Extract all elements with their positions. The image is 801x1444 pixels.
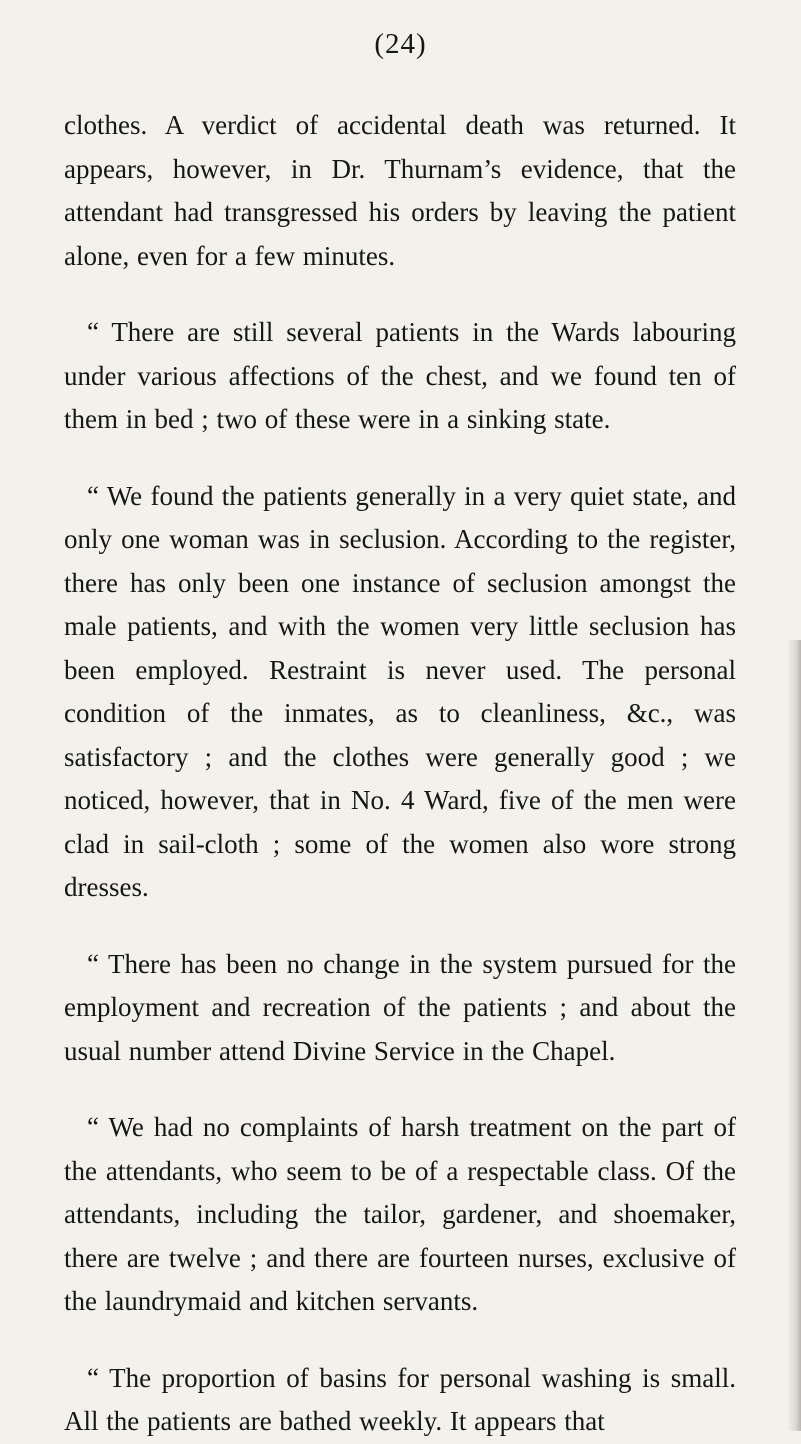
paragraph-3: “ We found the patients generally in a very quiet state, and only one woman was in seclusion. According to the register, there has only been one instance of seclusion amongst the male patients, and with the women very little seclusion has been employed. Restraint is never used. The personal condition of the inmates, as to cleanliness, &c., was satisfactory ; and the clothes were generally good ; we noticed, however, that in No. 4 Ward, five of the men were clad in sail-cloth ; some of the women also wore strong dresses. (64, 480, 736, 902)
paragraph-5: “ We had no complaints of harsh treatment on the part of the attendants, who seem to be of a respectable class. Of the attendants, including the tailor, gardener, and shoemaker, there are twelve ; and there are fourteen nurses, exclusive of the laundrymaid and kitchen servants. (64, 1112, 736, 1316)
paragraph-1: clothes. A verdict of accidental death was returned. It appears, however, in Dr. Thurnam’s evidence, that the attendant had transgressed his orders by leaving the patient alone, even for a few minutes. (64, 110, 736, 271)
body-text (64, 104, 736, 1444)
paragraph-4: “ There has been no change in the system pursued for the employment and recreation of the patients ; and about the usual number attend Divine Service in the Chapel. (64, 948, 736, 1066)
paragraph-6: “ The proportion of basins for personal washing is small. All the patients are bathed weekly. It appears that (64, 1362, 736, 1436)
page-edge-shadow (787, 640, 801, 1431)
paragraph-2: “ There are still several patients in the Wards labouring under various affections of the chest, and we found ten of them in bed ; two of these were in a sinking state. (64, 317, 736, 434)
page-number: (24) (374, 28, 427, 60)
